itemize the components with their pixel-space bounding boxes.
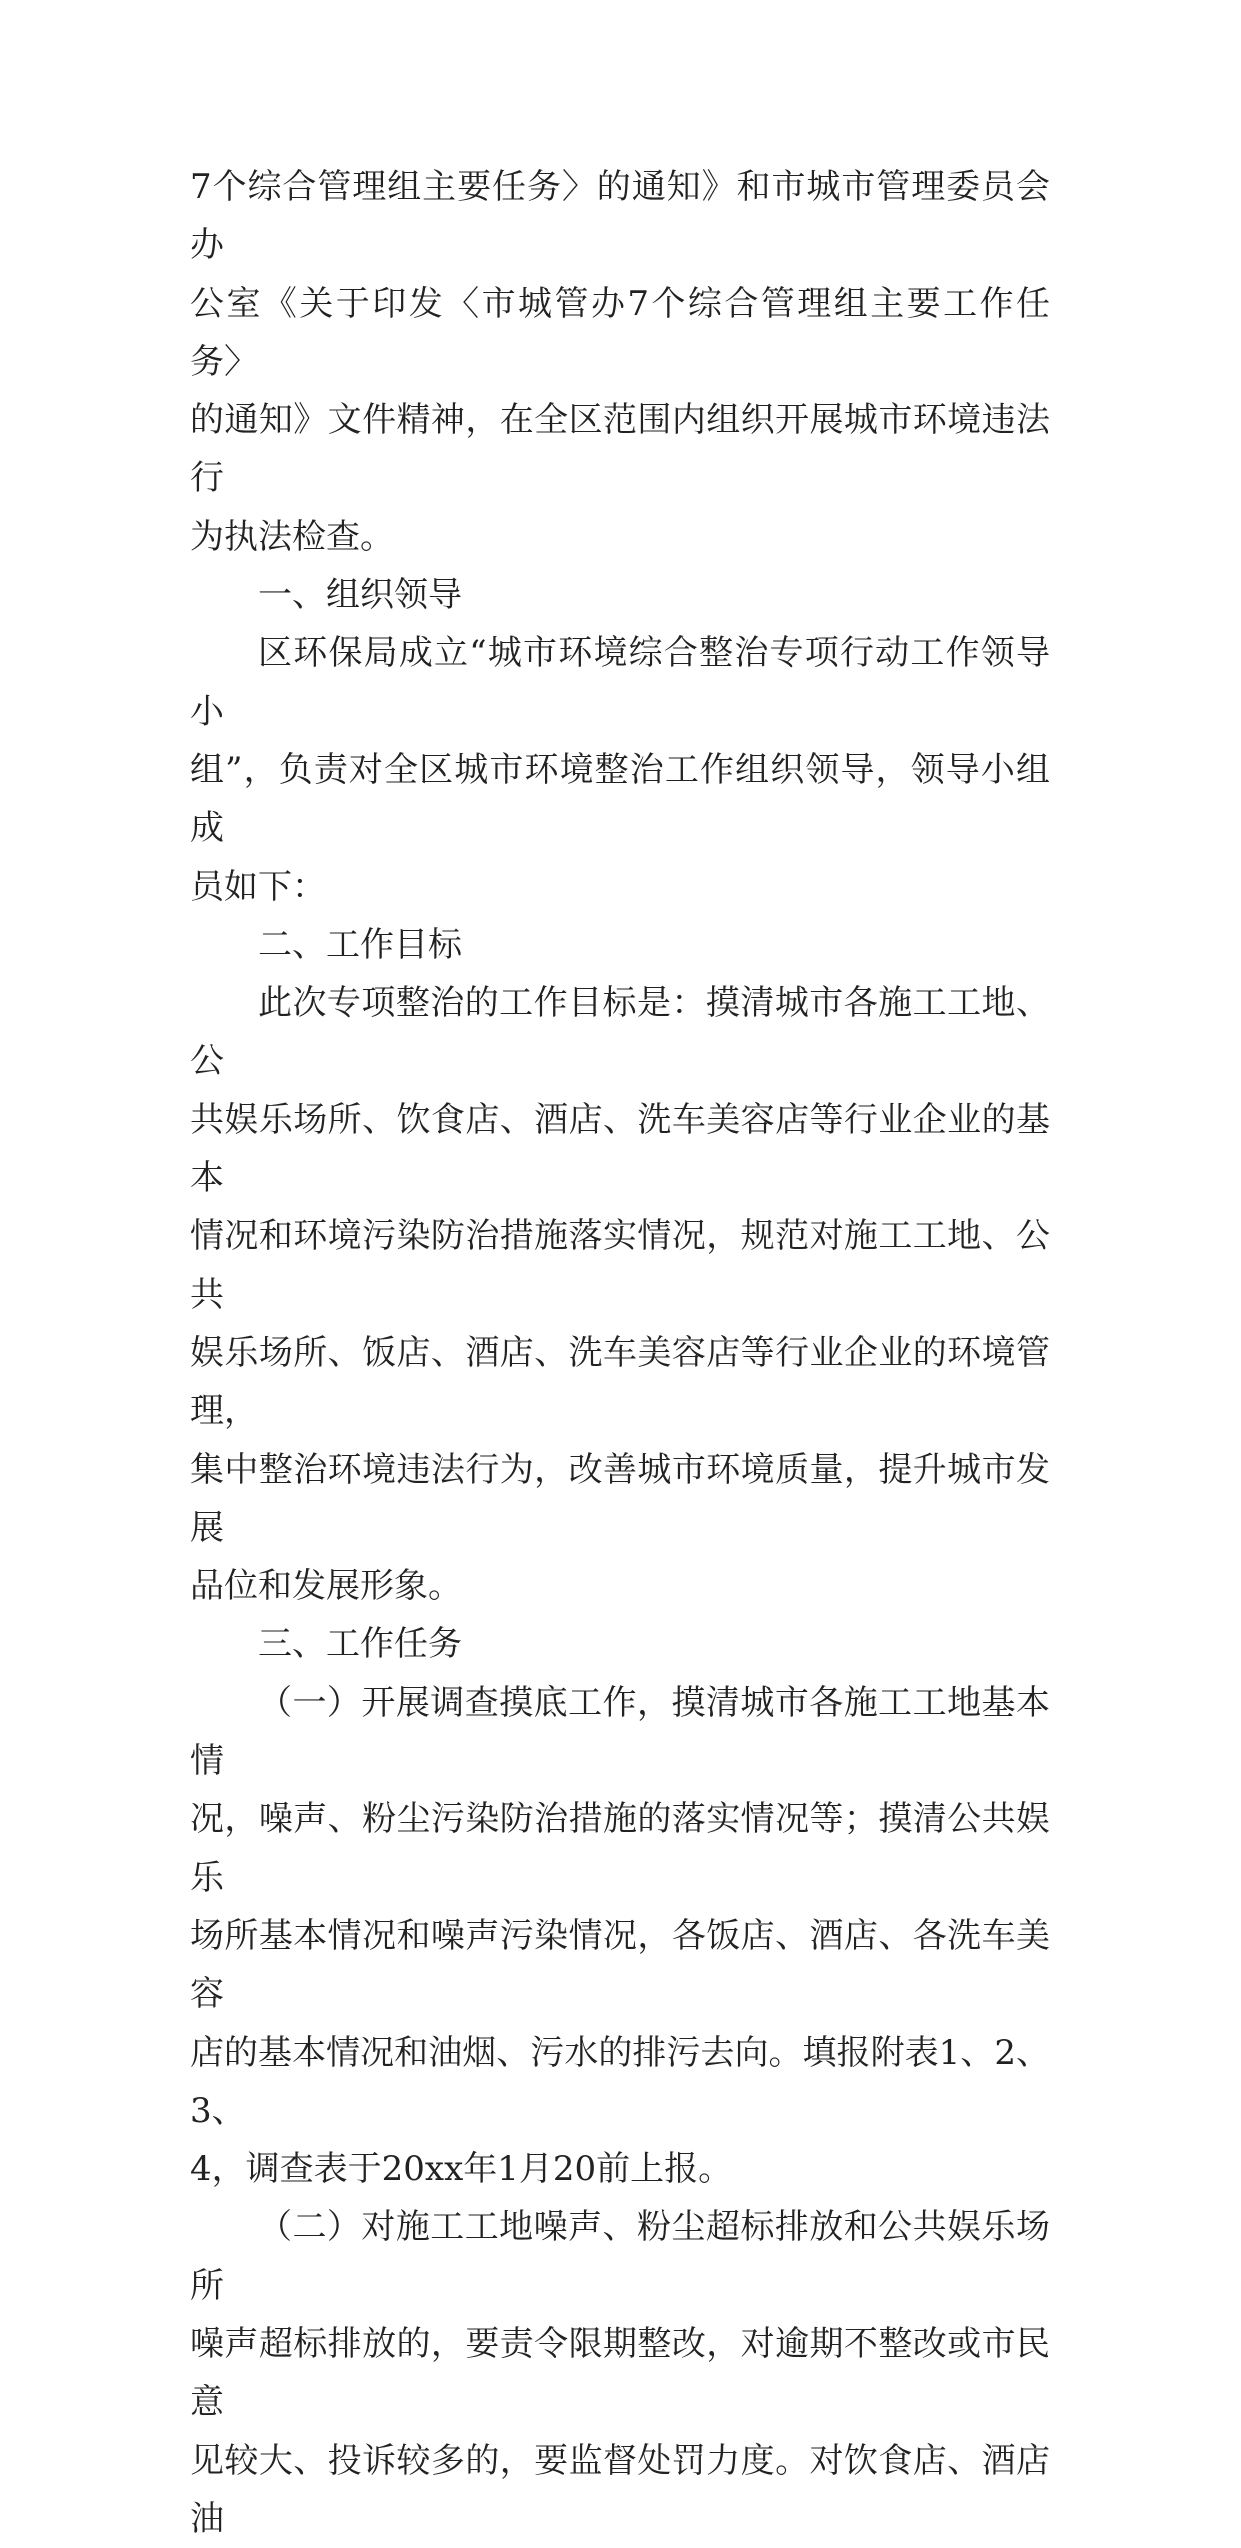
document-body bbox=[190, 158, 1050, 2548]
paragraph-organization: 区环保局成立“城市环境综合整治专项行动工作领导小 组”，负责对全区城市环境整治工作组织领导，领导小组成 员如下： bbox=[190, 633, 1050, 907]
section-heading-tasks: 三、工作任务 bbox=[258, 1624, 462, 1665]
paragraph-continuation: 7个综合管理组主要任务〉的通知》和市城市管理委员会办 公室《关于印发〈市城管办7个综合管理组主要工作任务〉 的通知》文件精神，在全区范围内组织开展城市环境违法行 为执法检查。 bbox=[190, 167, 1050, 557]
paragraph-task-two: （二）对施工工地噪声、粉尘超标排放和公共娱乐场所 噪声超标排放的，要责令限期整改，对逾期不整改或市民意 见较大、投诉较多的，要监督处罚力度。对饮食店、酒店油 bbox=[190, 2207, 1050, 2539]
paragraph-goals: 此次专项整治的工作目标是：摸清城市各施工工地、公 共娱乐场所、饮食店、酒店、洗车美容店等行业企业的基本 情况和环境污染防治措施落实情况，规范对施工工地、公共 娱乐场所、饭店、酒店、洗车美容店等行业企业的环境管理， 集中整治环境违法行为，改善城市环境质量，提升城市发展 品位和发展形象。 bbox=[190, 983, 1050, 1607]
section-heading-organization: 一、组织领导 bbox=[258, 575, 462, 616]
section-heading-goals: 二、工作目标 bbox=[258, 924, 462, 965]
paragraph-task-one: （一）开展调查摸底工作，摸清城市各施工工地基本情 况，噪声、粉尘污染防治措施的落实情况等；摸清公共娱乐 场所基本情况和噪声污染情况，各饭店、酒店、各洗车美容 店的基本情况和油烟、污水的排污去向。填报附表1、2、3、 4，调查表于20xx年1月20前上报。 bbox=[190, 1682, 1050, 2190]
